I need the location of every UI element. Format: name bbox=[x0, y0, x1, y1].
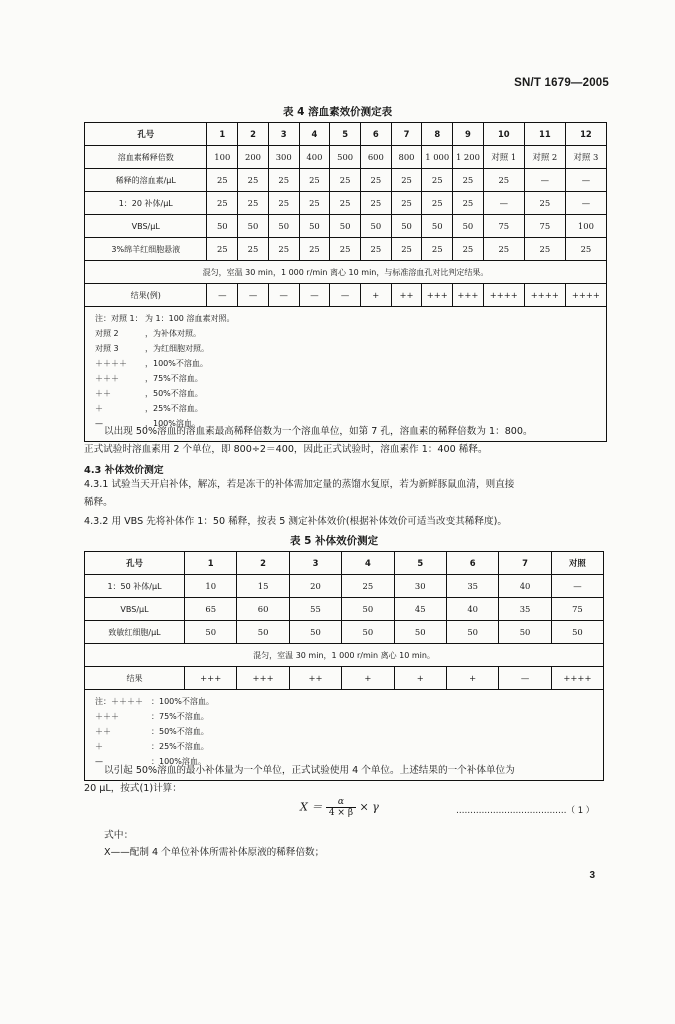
note-key: 对照 3 bbox=[95, 344, 119, 353]
result-cell: +++ bbox=[422, 284, 453, 307]
header-cell: 5 bbox=[394, 552, 446, 575]
mix-note-row bbox=[85, 261, 607, 284]
data-cell: 25 bbox=[207, 169, 238, 192]
data-cell: 400 bbox=[299, 146, 330, 169]
mix-note-row bbox=[85, 644, 604, 667]
data-cell: 15 bbox=[237, 575, 289, 598]
note-key: 注：对照 1： bbox=[95, 314, 143, 323]
row-label: 致敏红细胞/μL bbox=[85, 621, 185, 644]
data-cell: 25 bbox=[422, 169, 453, 192]
data-cell: 25 bbox=[565, 238, 606, 261]
data-cell: 25 bbox=[268, 238, 299, 261]
data-row bbox=[85, 215, 607, 238]
data-cell: 45 bbox=[394, 598, 446, 621]
header-cell: 2 bbox=[238, 123, 269, 146]
data-cell: 25 bbox=[299, 238, 330, 261]
note-text: ，为补体对照。 bbox=[145, 329, 201, 338]
header-cell: 6 bbox=[446, 552, 498, 575]
header-row bbox=[85, 123, 607, 146]
header-cell: 12 bbox=[565, 123, 606, 146]
header-cell: 2 bbox=[237, 552, 289, 575]
data-cell: 35 bbox=[446, 575, 498, 598]
data-cell: 25 bbox=[453, 192, 484, 215]
note-text: ，25%不溶血。 bbox=[145, 404, 203, 413]
section-4-3-1-line1: 4.3.1 试验当天开启补体，解冻，若是冻干的补体需加定量的蒸馏水复原，若为新鲜豚鼠血清，则直接 bbox=[84, 479, 515, 490]
standard-number: SN/T 1679—2005 bbox=[514, 77, 609, 89]
data-cell: 50 bbox=[268, 215, 299, 238]
result-cell: — bbox=[268, 284, 299, 307]
result-row bbox=[85, 284, 607, 307]
header-cell: 1 bbox=[207, 123, 238, 146]
formula-fraction bbox=[326, 797, 356, 818]
data-cell: 20 bbox=[289, 575, 341, 598]
header-cell: 7 bbox=[499, 552, 551, 575]
data-cell: 25 bbox=[524, 192, 565, 215]
data-cell: 75 bbox=[524, 215, 565, 238]
data-cell: 50 bbox=[551, 621, 603, 644]
data-cell: 25 bbox=[422, 238, 453, 261]
result-row bbox=[85, 667, 604, 690]
data-cell: 30 bbox=[394, 575, 446, 598]
data-cell: 50 bbox=[391, 215, 422, 238]
data-cell: 对照 2 bbox=[524, 146, 565, 169]
note-key: — bbox=[95, 757, 103, 766]
note-line bbox=[95, 386, 606, 401]
formula-denominator: 4 × β bbox=[328, 808, 354, 818]
result-cell: ++ bbox=[391, 284, 422, 307]
note-key: — bbox=[95, 419, 103, 428]
header-cell: 6 bbox=[360, 123, 391, 146]
data-cell: 25 bbox=[207, 238, 238, 261]
data-cell: — bbox=[565, 192, 606, 215]
result-cell: +++ bbox=[453, 284, 484, 307]
data-cell: 800 bbox=[391, 146, 422, 169]
result-cell: — bbox=[299, 284, 330, 307]
result-cell: +++ bbox=[237, 667, 289, 690]
formula-1 bbox=[300, 797, 379, 818]
data-cell: 对照 3 bbox=[565, 146, 606, 169]
data-cell: 50 bbox=[289, 621, 341, 644]
data-cell: 50 bbox=[185, 621, 237, 644]
note-key: ＋＋＋＋ bbox=[95, 359, 127, 368]
result-cell: — bbox=[207, 284, 238, 307]
note-key: 注：＋＋＋＋ bbox=[95, 697, 143, 706]
result-cell: + bbox=[342, 667, 394, 690]
data-cell: 25 bbox=[360, 169, 391, 192]
result-cell: — bbox=[238, 284, 269, 307]
data-cell: 100 bbox=[565, 215, 606, 238]
section-4-3-2: 4.3.2 用 VBS 先将补体作 1：50 稀释，按表 5 测定补体效价(根据补体效价可适当改变其稀释度)。 bbox=[84, 516, 507, 527]
notes-row bbox=[85, 307, 607, 442]
note-key: 对照 2 bbox=[95, 329, 119, 338]
formula-numerator: α bbox=[326, 797, 356, 808]
data-cell: 50 bbox=[299, 215, 330, 238]
data-cell: — bbox=[483, 192, 524, 215]
note-key: ＋＋ bbox=[95, 389, 111, 398]
data-cell: 65 bbox=[185, 598, 237, 621]
note-text: ：25%不溶血。 bbox=[151, 742, 209, 751]
result-cell: ++++ bbox=[524, 284, 565, 307]
data-cell: 25 bbox=[330, 192, 361, 215]
section-4-3-heading: 4.3 补体效价测定 bbox=[84, 465, 164, 476]
data-cell: 35 bbox=[499, 598, 551, 621]
table5-caption: 表 5 补体效价测定 bbox=[290, 535, 379, 547]
note-line bbox=[95, 311, 606, 326]
note-text: ，100%溶血。 bbox=[145, 419, 200, 428]
data-cell: 200 bbox=[238, 146, 269, 169]
data-cell: — bbox=[565, 169, 606, 192]
note-text: ：50%不溶血。 bbox=[151, 727, 209, 736]
data-cell: 300 bbox=[268, 146, 299, 169]
data-cell: 50 bbox=[422, 215, 453, 238]
data-cell: 25 bbox=[422, 192, 453, 215]
note-line bbox=[95, 401, 606, 416]
row-label: 溶血素稀释倍数 bbox=[85, 146, 207, 169]
data-row bbox=[85, 146, 607, 169]
data-cell: 50 bbox=[394, 621, 446, 644]
note-text: ，50%不溶血。 bbox=[145, 389, 203, 398]
note-line bbox=[95, 326, 606, 341]
paragraph-complement-unit-line1: 以引起 50%溶血的最小补体量为一个单位，正式试验使用 4 个单位。上述结果的一个补体单位为 bbox=[104, 765, 515, 776]
row-label: 1：20 补体/μL bbox=[85, 192, 207, 215]
data-row bbox=[85, 192, 607, 215]
note-text: ：75%不溶血。 bbox=[151, 712, 209, 721]
data-cell: 50 bbox=[207, 215, 238, 238]
data-cell: 50 bbox=[342, 621, 394, 644]
data-cell: 100 bbox=[207, 146, 238, 169]
result-cell: + bbox=[394, 667, 446, 690]
header-cell: 11 bbox=[524, 123, 565, 146]
data-cell: 500 bbox=[330, 146, 361, 169]
row-label: 3%绵羊红细胞悬液 bbox=[85, 238, 207, 261]
note-key: ＋＋ bbox=[95, 727, 111, 736]
data-cell: 25 bbox=[299, 192, 330, 215]
data-cell: 1 200 bbox=[453, 146, 484, 169]
definition-x: X——配制 4 个单位补体所需补体原液的稀释倍数； bbox=[104, 847, 325, 858]
data-cell: 40 bbox=[446, 598, 498, 621]
row-label: VBS/μL bbox=[85, 598, 185, 621]
paragraph-hemolysin-unit-line2: 正式试验时溶血素用 2 个单位，即 800÷2＝400，因此正式试验时，溶血素作 1：400 稀释。 bbox=[84, 444, 488, 455]
data-cell: 50 bbox=[342, 598, 394, 621]
data-cell: — bbox=[524, 169, 565, 192]
note-line bbox=[95, 694, 603, 709]
data-cell: 25 bbox=[524, 238, 565, 261]
note-text: ：100%不溶血。 bbox=[151, 697, 214, 706]
data-cell: 25 bbox=[391, 169, 422, 192]
note-text: 为 1：100 溶血素对照。 bbox=[145, 314, 235, 323]
data-cell: 25 bbox=[299, 169, 330, 192]
data-row bbox=[85, 238, 607, 261]
row-label: 1：50 补体/μL bbox=[85, 575, 185, 598]
note-key: ＋ bbox=[95, 404, 103, 413]
data-cell: 25 bbox=[391, 238, 422, 261]
header-row bbox=[85, 552, 604, 575]
data-cell: 50 bbox=[499, 621, 551, 644]
header-cell: 7 bbox=[391, 123, 422, 146]
note-line bbox=[95, 724, 603, 739]
paragraph-hemolysin-unit-line1: 以出现 50%溶血的溶血素最高稀释倍数为一个溶血单位，如第 7 孔，溶血素的稀释倍数为 1：800。 bbox=[104, 426, 533, 437]
data-cell: 25 bbox=[238, 169, 269, 192]
note-text: ，为红细胞对照。 bbox=[145, 344, 209, 353]
data-cell: 25 bbox=[342, 575, 394, 598]
data-cell: 25 bbox=[483, 238, 524, 261]
note-text: ，100%不溶血。 bbox=[145, 359, 208, 368]
mix-note: 混匀，室温 30 min，1 000 r/min 离心 10 min。 bbox=[85, 644, 604, 667]
header-cell: 4 bbox=[299, 123, 330, 146]
note-line bbox=[95, 356, 606, 371]
header-cell: 5 bbox=[330, 123, 361, 146]
header-cell: 3 bbox=[268, 123, 299, 146]
data-cell: 50 bbox=[360, 215, 391, 238]
paragraph-complement-unit-line2: 20 μL，按式(1)计算： bbox=[84, 783, 182, 794]
data-cell: 1 000 bbox=[422, 146, 453, 169]
note-line bbox=[95, 739, 603, 754]
notes bbox=[85, 307, 607, 442]
header-cell: 4 bbox=[342, 552, 394, 575]
note-key: ＋ bbox=[95, 742, 103, 751]
data-cell: 60 bbox=[237, 598, 289, 621]
data-cell: 10 bbox=[185, 575, 237, 598]
data-cell: 55 bbox=[289, 598, 341, 621]
formula-lhs: X ＝ bbox=[300, 800, 323, 814]
note-line bbox=[95, 341, 606, 356]
header-cell: 10 bbox=[483, 123, 524, 146]
result-cell: ++++ bbox=[483, 284, 524, 307]
result-cell: ++ bbox=[289, 667, 341, 690]
header-cell: 对照 bbox=[551, 552, 603, 575]
result-cell: ++++ bbox=[551, 667, 603, 690]
data-cell: 25 bbox=[268, 192, 299, 215]
header-cell: 9 bbox=[453, 123, 484, 146]
result-cell: +++ bbox=[185, 667, 237, 690]
formula-number: …………………………………（ 1 ） bbox=[456, 806, 595, 816]
page-number: 3 bbox=[589, 870, 595, 881]
table4 bbox=[84, 122, 607, 442]
note-line bbox=[95, 371, 606, 386]
row-label: VBS/μL bbox=[85, 215, 207, 238]
mix-note: 混匀，室温 30 min，1 000 r/min 离心 10 min，与标准溶血孔对比判定结果。 bbox=[85, 261, 607, 284]
result-cell: ++++ bbox=[565, 284, 606, 307]
data-row bbox=[85, 598, 604, 621]
data-cell: 50 bbox=[238, 215, 269, 238]
table4-caption: 表 4 溶血素效价测定表 bbox=[283, 106, 393, 118]
data-cell: 25 bbox=[238, 238, 269, 261]
data-cell: 600 bbox=[360, 146, 391, 169]
note-line bbox=[95, 709, 603, 724]
result-cell: + bbox=[446, 667, 498, 690]
note-text: ：100%溶血。 bbox=[151, 757, 206, 766]
data-cell: 25 bbox=[483, 169, 524, 192]
header-cell: 1 bbox=[185, 552, 237, 575]
data-cell: 75 bbox=[483, 215, 524, 238]
row-label: 结果 bbox=[85, 667, 185, 690]
row-label: 稀释的溶血素/μL bbox=[85, 169, 207, 192]
data-cell: 40 bbox=[499, 575, 551, 598]
data-row bbox=[85, 575, 604, 598]
data-cell: 75 bbox=[551, 598, 603, 621]
section-4-3-1-line2: 稀释。 bbox=[84, 497, 113, 508]
data-cell: 50 bbox=[446, 621, 498, 644]
data-cell: 50 bbox=[237, 621, 289, 644]
data-cell: 25 bbox=[330, 238, 361, 261]
data-cell: 25 bbox=[238, 192, 269, 215]
note-key: ＋＋＋ bbox=[95, 374, 119, 383]
where-label: 式中： bbox=[104, 830, 134, 841]
data-cell: 25 bbox=[391, 192, 422, 215]
header-cell-label: 孔号 bbox=[85, 123, 207, 146]
data-cell: 25 bbox=[453, 238, 484, 261]
data-cell: 25 bbox=[360, 192, 391, 215]
data-cell: 50 bbox=[453, 215, 484, 238]
header-cell-label: 孔号 bbox=[85, 552, 185, 575]
note-text: ，75%不溶血。 bbox=[145, 374, 203, 383]
table5 bbox=[84, 551, 604, 781]
data-cell: 25 bbox=[360, 238, 391, 261]
header-cell: 3 bbox=[289, 552, 341, 575]
data-cell: 25 bbox=[330, 169, 361, 192]
data-cell: 25 bbox=[268, 169, 299, 192]
data-row bbox=[85, 621, 604, 644]
data-cell: 50 bbox=[330, 215, 361, 238]
data-cell: 对照 1 bbox=[483, 146, 524, 169]
result-cell: — bbox=[330, 284, 361, 307]
data-cell: 25 bbox=[453, 169, 484, 192]
result-cell: — bbox=[499, 667, 551, 690]
data-cell: — bbox=[551, 575, 603, 598]
data-cell: 25 bbox=[207, 192, 238, 215]
note-key: ＋＋＋ bbox=[95, 712, 119, 721]
header-cell: 8 bbox=[422, 123, 453, 146]
row-label: 结果(例) bbox=[85, 284, 207, 307]
data-row bbox=[85, 169, 607, 192]
result-cell: + bbox=[360, 284, 391, 307]
formula-rhs: × γ bbox=[359, 800, 379, 814]
